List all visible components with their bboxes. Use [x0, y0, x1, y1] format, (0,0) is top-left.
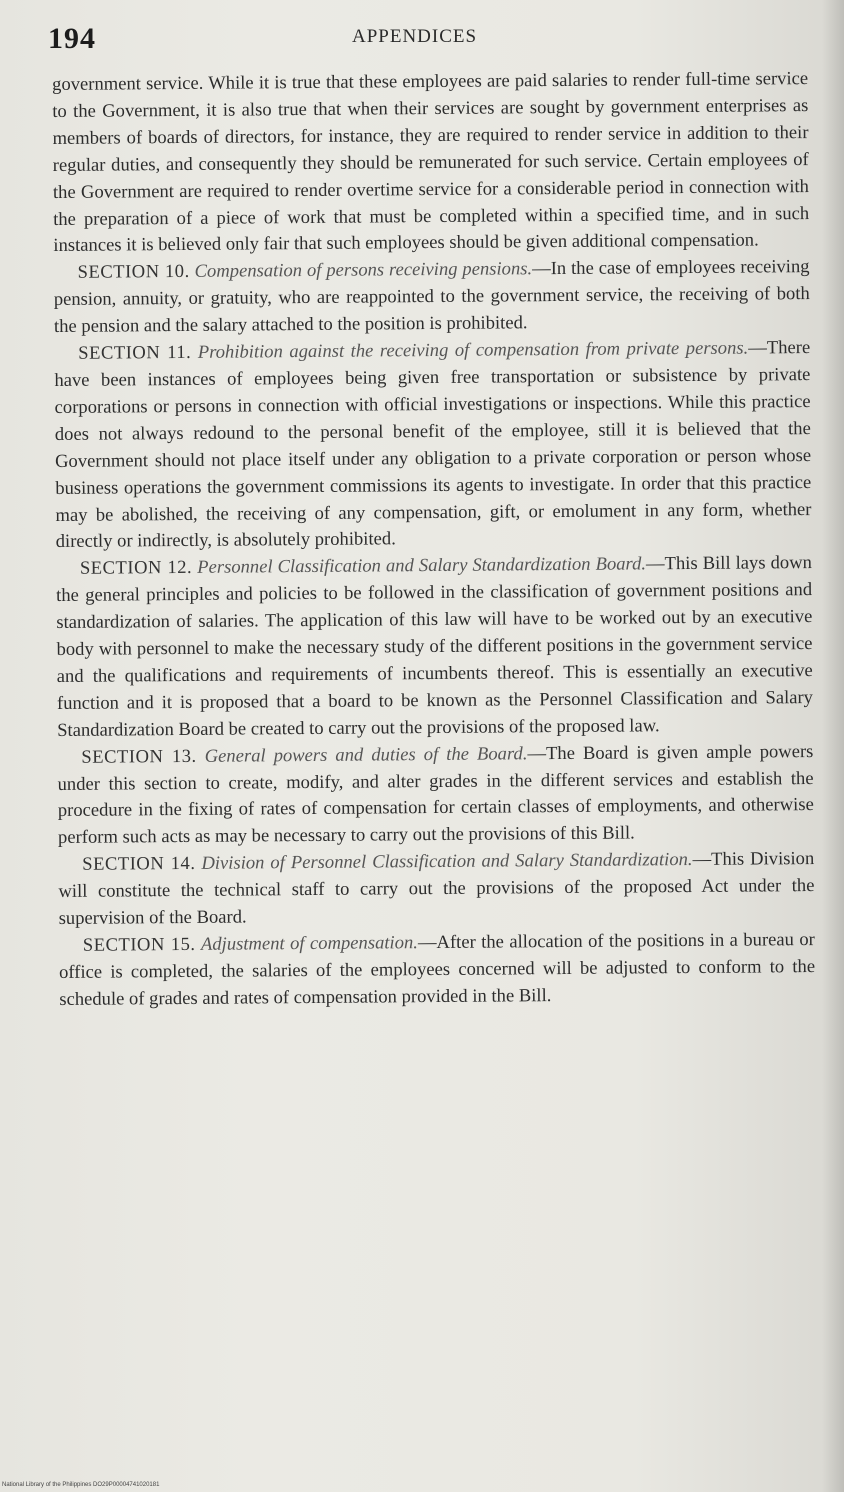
- section-12-paragraph: [56, 550, 813, 744]
- section-15-paragraph: [59, 927, 816, 1014]
- section-label: SECTION 10.: [77, 261, 190, 284]
- page-number: 194: [48, 22, 96, 55]
- section-14-paragraph: [58, 846, 815, 933]
- section-label: SECTION 15.: [82, 933, 196, 956]
- section-title: Compensation of persons receiving pensions.: [194, 258, 533, 283]
- section-text: —The Board is given ample powers under this section to create, modify, and alter grades in the different services and establish the procedure in the fixing of rates of compensation for certain classes of employments, and otherwise perform such acts as may be necessary to carry out the provisions of this Bill.: [57, 740, 814, 849]
- library-footer: National Library of the Philippines DO29P00004741020181: [2, 1482, 160, 1488]
- section-label: SECTION 13.: [81, 745, 197, 768]
- section-title: Prohibition against the receiving of compensation from private persons.: [197, 337, 749, 363]
- section-10-paragraph: [53, 254, 810, 341]
- section-title: General powers and duties of the Board.: [204, 742, 528, 767]
- section-text: —There have been instances of employees being given free transportation or subsistence by private corporations or persons in connection with official investigations or inspections. While this practice does not always redound to the personal benefit of the employee, still it is believed that the Government should not place itself under any obligation to a private corporation or person whose business operations the government commissions its agents to investigate. In order that this practice may be abolished, the receiving of any compensation, gift, or emolument in any form, whether directly or indirectly, is absolutely prohibited.: [54, 337, 812, 553]
- section-text: —This Bill lays down the general principles and policies to be followed in the classification of government positions and standardization of salaries. The application of this law will have to be worked out by an executive body with personnel to make the necessary study of the different positions in the government service and the qualifications and requirements of incumbents thereof. This is essentially an executive function and it is proposed that a board to be known as the Personnel Classification and Salary Standardization Board be created to carry out the provisions of the proposed law.: [56, 552, 814, 741]
- section-title: Adjustment of compensation.: [200, 932, 418, 955]
- section-title: Division of Personnel Classification and Salary Standardization.: [201, 849, 693, 875]
- running-head: APPENDICES: [352, 26, 478, 47]
- paragraph-continuation: [52, 66, 809, 260]
- section-text: —This Division will constitute the technical staff to carry out the provisions of the proposed Act under the supervision of the Board.: [58, 848, 815, 930]
- section-label: SECTION 11.: [78, 341, 192, 364]
- section-11-paragraph: [54, 335, 812, 556]
- section-label: SECTION 12.: [79, 557, 193, 580]
- section-title: Personnel Classification and Salary Standardization Board.: [197, 553, 647, 579]
- section-text: —In the case of employees receiving pension, annuity, or gratuity, who are reappointed to the government service, the receiving of both the pension and the salary attached to the position is prohibited.: [53, 256, 810, 338]
- page-edge-shadow: [822, 0, 844, 1492]
- body-text: [52, 66, 815, 1014]
- section-label: SECTION 14.: [82, 853, 196, 876]
- paragraph-text: government service. While it is true that these employees are paid salaries to render full-time service to the Government, it is also true that when their services are sought by government enterprises as members of boards of directors, for instance, they are required to render service in addition to their regular duties, and consequently they should be remunerated for such service. Certain employees of the Government are required to render overtime service for a considerable period in connection with the preparation of a piece of work that must be completed within a specified time, and in such instances it is believed only fair that such employees should be given additional compensation.: [52, 68, 810, 257]
- section-13-paragraph: [57, 739, 814, 853]
- section-text: —After the allocation of the positions in a bureau or office is completed, the salaries of the employees concerned will be adjusted to conform to the schedule of grades and rates of compensation provided in the Bill.: [58, 929, 816, 1010]
